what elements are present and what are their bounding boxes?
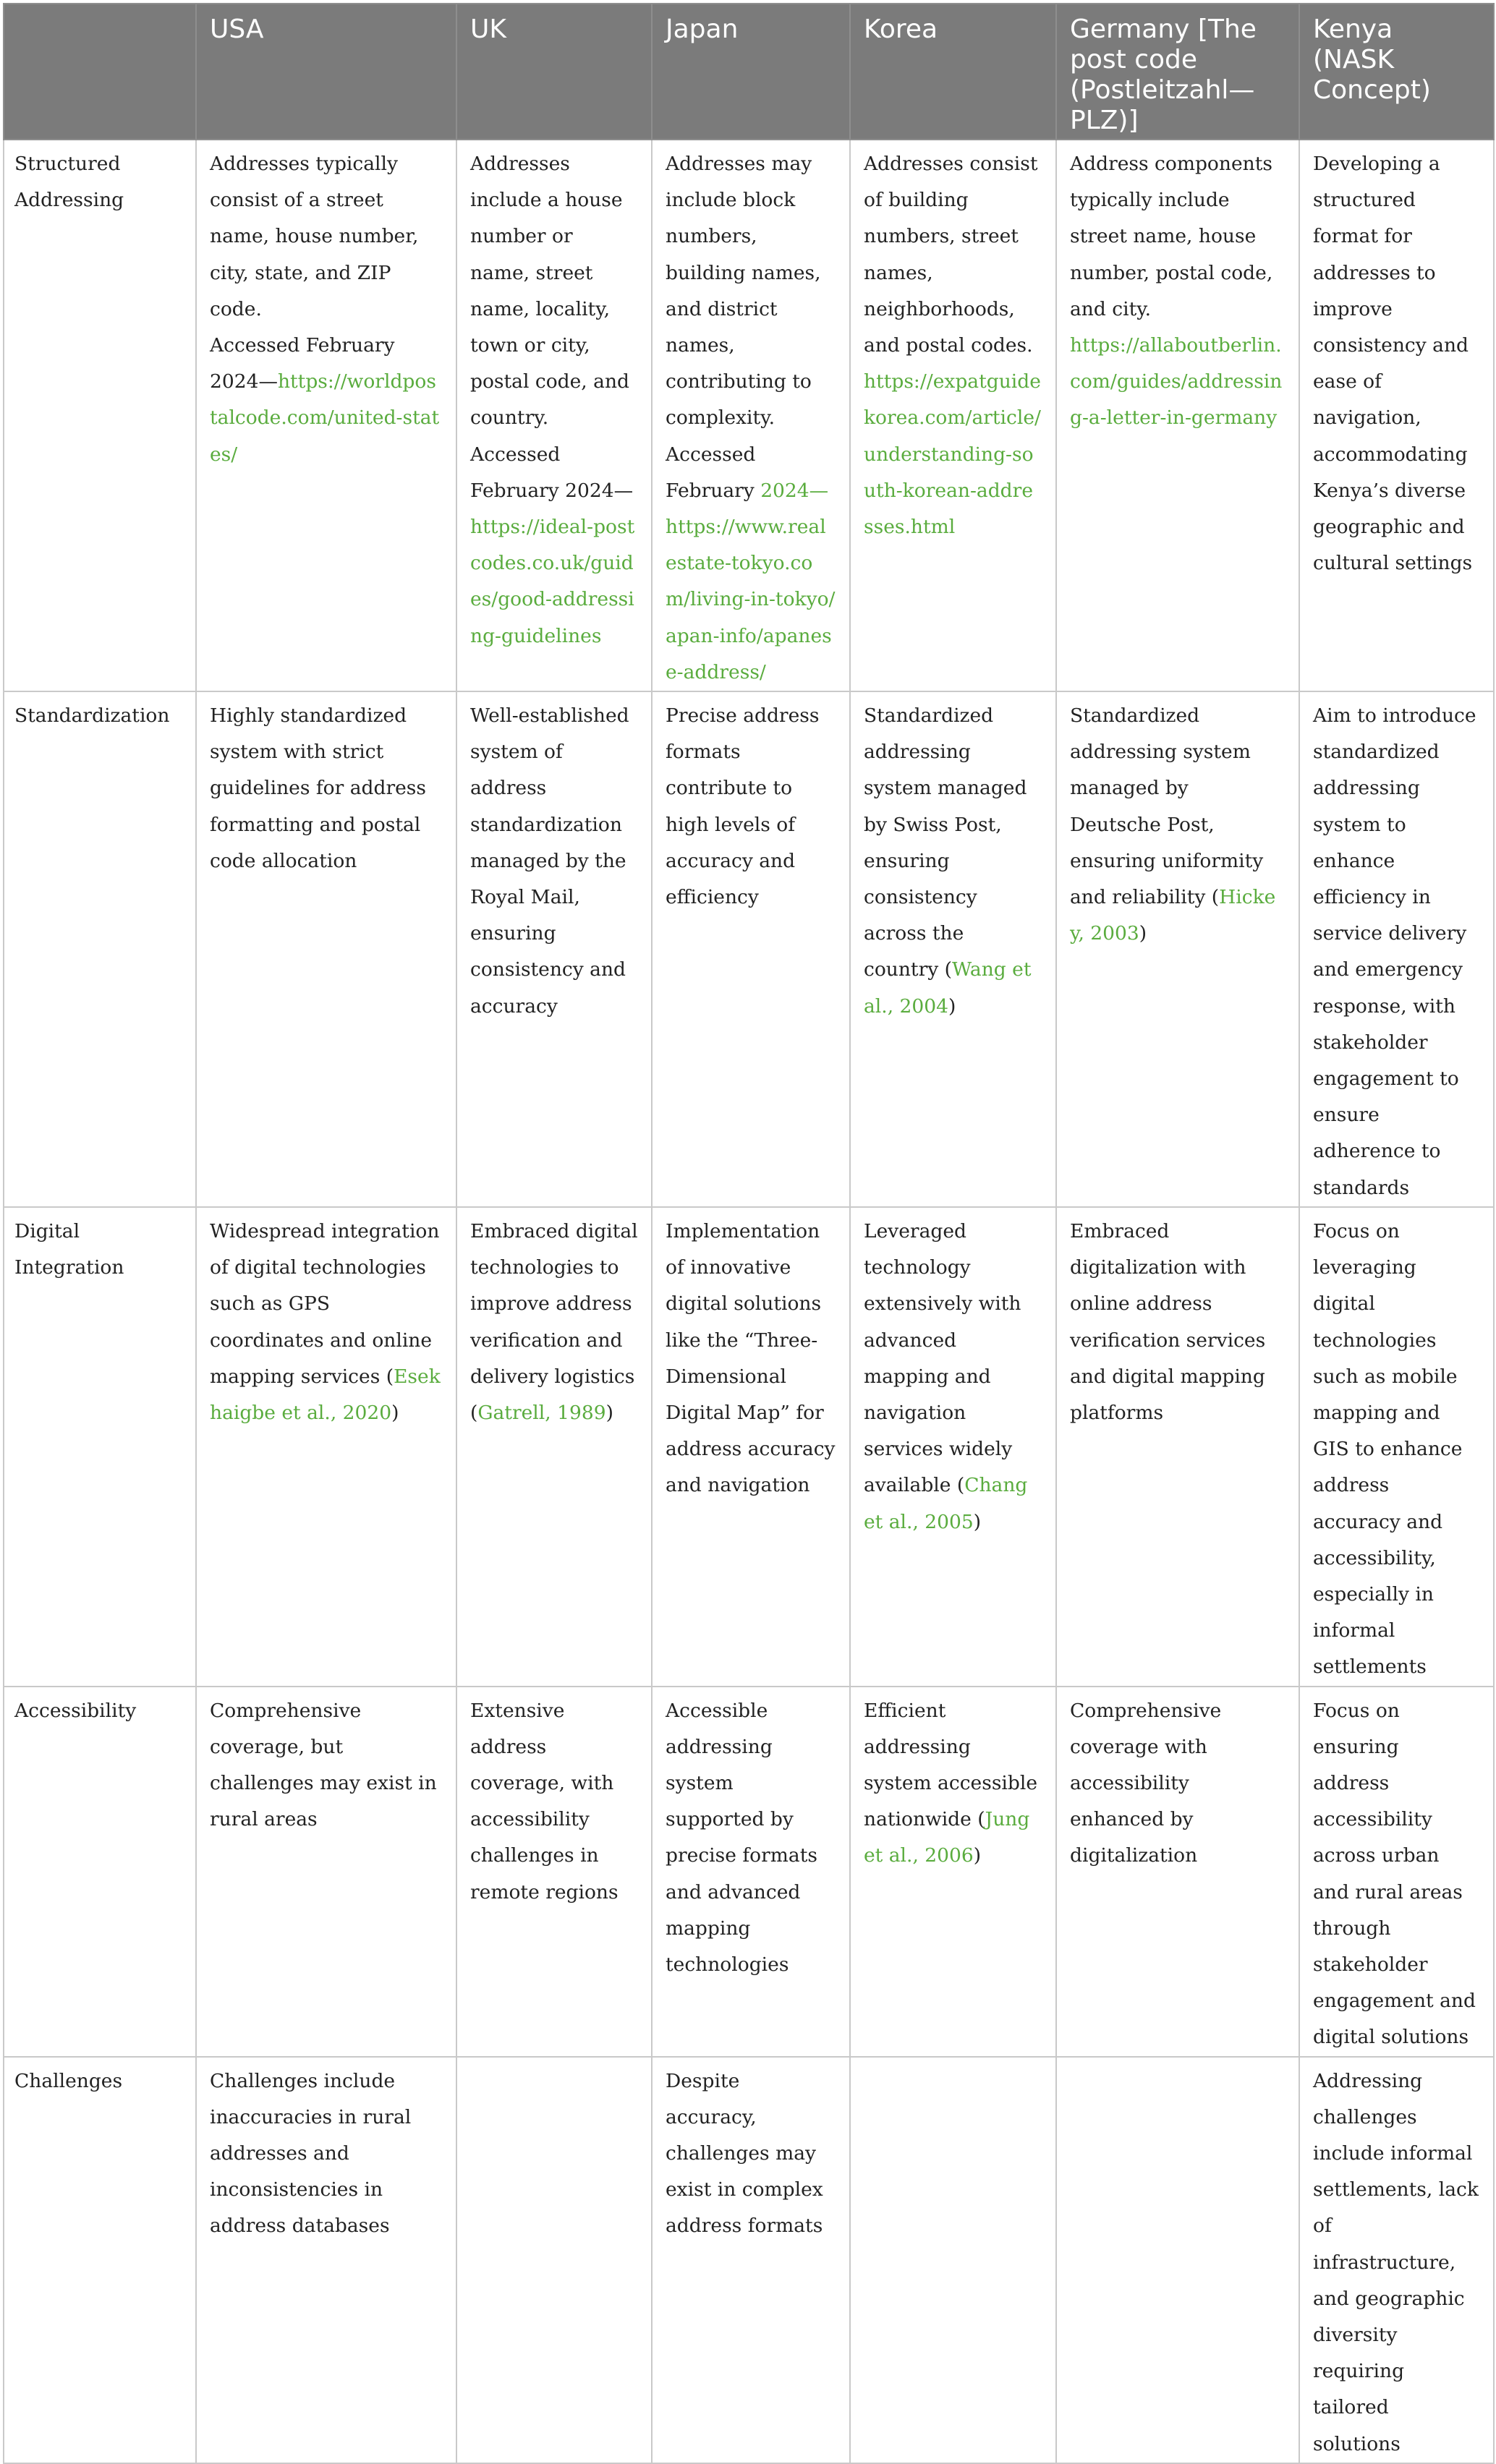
table-cell — [652, 1687, 850, 2057]
cell-link[interactable]: Hickey, 2003 — [1070, 886, 1276, 945]
table-cell — [652, 2057, 850, 2463]
cell-text: Addresses typically consist of a street name, house number, city, state, and ZIP code. — [210, 153, 419, 320]
cell-text: Comprehensive coverage with accessibility enhanced by digitalization — [1070, 1699, 1222, 1867]
cell-text: Highly standardized system with strict guidelines for address formatting and postal code allocation — [210, 704, 427, 872]
cell-link[interactable]: 2024—https://www.realestate-tokyo.com/living-in-tokyo/apan-info/apanese-address/ — [666, 479, 836, 683]
cell-text: Despite accuracy, challenges may exist in complex address formats — [666, 2069, 823, 2238]
cell-link[interactable]: Jung et al., 2006 — [864, 1808, 1030, 1867]
cell-text: Addresses may include block numbers, building names, and district names, contributing to complexity. — [666, 153, 821, 430]
cell-text: Leveraged technology extensively with advanced mapping and navigation services widely available ( — [864, 1219, 1021, 1497]
cell-text: ) — [948, 994, 956, 1018]
cell-link[interactable]: Esekhaigbe et al., 2020 — [210, 1365, 441, 1424]
cell-link[interactable]: Wang et al., 2004 — [864, 958, 1032, 1018]
table-cell — [850, 2057, 1056, 2463]
table-cell — [850, 691, 1056, 1207]
table-cell — [1056, 1687, 1299, 2057]
row-label: Structured Addressing — [4, 140, 196, 691]
cell-text: Accessed February 2024— — [470, 443, 634, 502]
cell-link[interactable]: Chang et al., 2005 — [864, 1474, 1028, 1533]
cell-link[interactable]: Gatrell, 1989 — [477, 1401, 606, 1424]
table-cell — [1299, 691, 1494, 1207]
table-cell — [1056, 2057, 1299, 2463]
cell-text: Implementation of innovative digital solutions like the “Three-Dimensional Digital Map” for address accuracy and navigation — [666, 1219, 836, 1497]
table-cell — [1056, 140, 1299, 691]
cell-text: ) — [391, 1401, 399, 1424]
cell-text: Comprehensive coverage, but challenges may exist in rural areas — [210, 1699, 437, 1831]
table-cell — [196, 1207, 456, 1687]
table-cell — [850, 140, 1056, 691]
cell-link[interactable]: https://ideal-postcodes.co.uk/guides/good-addressing-guidelines — [470, 516, 635, 647]
row-label: Digital Integration — [4, 1207, 196, 1687]
cell-text: Embraced digital technologies to improve address verification and delivery logistics ( — [470, 1219, 638, 1424]
cell-text: Standardized addressing system managed by Swiss Post, ensuring consistency across the country ( — [864, 704, 1027, 981]
header-korea: Korea — [850, 4, 1056, 140]
table-cell — [1299, 140, 1494, 691]
cell-text: Challenges include inaccuracies in rural addresses and inconsistencies in address databases — [210, 2069, 412, 2238]
cell-text: Embraced digitalization with online address verification services and digital mapping platforms — [1070, 1219, 1266, 1424]
cell-text: Addresses consist of building numbers, street names, neighborhoods, and postal codes. — [864, 153, 1038, 357]
table-cell — [1299, 2057, 1494, 2463]
table-cell — [850, 1687, 1056, 2057]
table-cell — [652, 140, 850, 691]
cell-text: Well-established system of address standardization managed by the Royal Mail, ensuring consistency and accuracy — [470, 704, 629, 1018]
cell-text: Focus on leveraging digital technologies such as mobile mapping and GIS to enhance address accuracy and accessibility, especially in informal settlements — [1313, 1219, 1463, 1679]
header-row — [4, 4, 1494, 140]
table-cell — [1299, 1207, 1494, 1687]
table-cell — [456, 1687, 652, 2057]
cell-text: Accessed February — [666, 443, 761, 502]
cell-text: ) — [973, 1510, 982, 1533]
cell-link[interactable]: https://allaboutberlin.com/guides/addressing-a-letter-in-germany — [1070, 334, 1283, 430]
cell-text: Standardized addressing system managed by Deutsche Post, ensuring uniformity and reliability ( — [1070, 704, 1264, 909]
table-row — [4, 691, 1494, 1207]
row-label: Accessibility — [4, 1687, 196, 2057]
table-cell — [196, 140, 456, 691]
table-cell — [850, 1207, 1056, 1687]
cell-text: Addressing challenges include informal settlements, lack of infrastructure, and geographic diversity requiring tailored solutions — [1313, 2069, 1479, 2455]
cell-text: ) — [973, 1844, 982, 1867]
row-label: Challenges — [4, 2057, 196, 2463]
cell-text: ) — [1139, 922, 1147, 945]
comparison-table — [3, 3, 1495, 2464]
cell-text: Developing a structured format for addresses to improve consistency and ease of navigation, accommodating Kenya’s diverse geographic and cultural settings — [1313, 153, 1473, 575]
cell-text: Widespread integration of digital technologies such as GPS coordinates and online mapping services ( — [210, 1219, 440, 1388]
table-cell — [456, 1207, 652, 1687]
table-cell — [456, 2057, 652, 2463]
table-cell — [652, 1207, 850, 1687]
cell-text: Addresses include a house number or name, street name, locality, town or city, postal code, and country. — [470, 153, 629, 430]
table-cell — [456, 140, 652, 691]
cell-link[interactable]: https://expatguidekorea.com/article/understanding-south-korean-addresses.html — [864, 370, 1041, 539]
header-usa: USA — [196, 4, 456, 140]
table-cell — [456, 691, 652, 1207]
cell-text: Aim to introduce standardized addressing system to enhance efficiency in service delivery and emergency response, with stakeholder engagement to ensure adherence to standards — [1313, 704, 1476, 1199]
header-blank — [4, 4, 196, 140]
cell-text: Accessed February 2024— — [210, 334, 395, 393]
header-uk: UK — [456, 4, 652, 140]
header-germany: Germany [The post code (Postleitzahl—PLZ)] — [1056, 4, 1299, 140]
table-cell — [1056, 691, 1299, 1207]
table-cell — [652, 691, 850, 1207]
table-row — [4, 140, 1494, 691]
table-row — [4, 2057, 1494, 2463]
table-row — [4, 1207, 1494, 1687]
table-cell — [196, 691, 456, 1207]
cell-text: ) — [605, 1401, 613, 1424]
cell-text: Precise address formats contribute to high levels of accuracy and efficiency — [666, 704, 820, 909]
cell-text: Address components typically include street name, house number, postal code, and city. — [1070, 153, 1273, 320]
table-cell — [1056, 1207, 1299, 1687]
header-japan: Japan — [652, 4, 850, 140]
table-cell — [196, 1687, 456, 2057]
row-label: Standardization — [4, 691, 196, 1207]
cell-text: Accessible addressing system supported by precise formats and advanced mapping technologies — [666, 1699, 817, 1976]
cell-text: Focus on ensuring address accessibility across urban and rural areas through stakeholder engagement and digital solutions — [1313, 1699, 1476, 2049]
cell-text: Efficient addressing system accessible nationwide ( — [864, 1699, 1038, 1831]
cell-text: Extensive address coverage, with accessibility challenges in remote regions — [470, 1699, 619, 1904]
cell-link[interactable]: https://worldpostalcode.com/united-states/ — [210, 370, 440, 466]
header-kenya: Kenya (NASK Concept) — [1299, 4, 1494, 140]
table-row — [4, 1687, 1494, 2057]
table-cell — [196, 2057, 456, 2463]
table-cell — [1299, 1687, 1494, 2057]
